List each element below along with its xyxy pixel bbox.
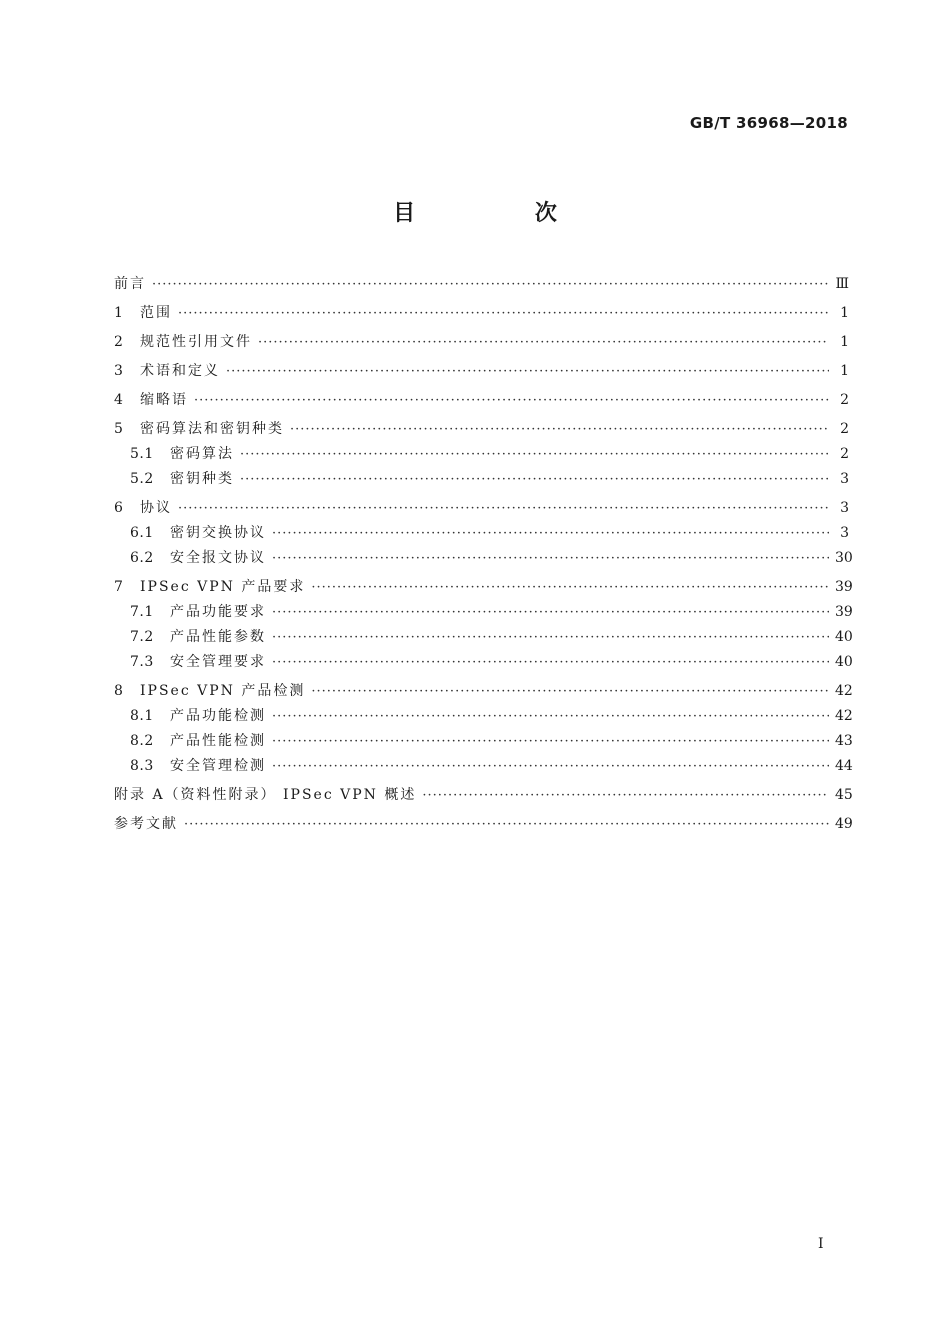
toc-dot-leader <box>152 272 829 297</box>
toc-entry-label: 缩略语 <box>140 392 188 408</box>
toc-entry-number: 6.2 <box>130 550 154 566</box>
toc-entry-page: 39 <box>835 604 853 620</box>
toc-entry-number: 2 <box>114 334 124 350</box>
toc-entry-label: 术语和定义 <box>140 363 220 379</box>
table-of-contents <box>114 272 853 837</box>
toc-entry-label: 安全管理检测 <box>170 758 266 774</box>
toc-entry[interactable] <box>114 330 849 355</box>
toc-entry-number: 3 <box>114 363 124 379</box>
toc-dot-leader <box>178 301 829 326</box>
toc-dot-leader <box>272 521 829 546</box>
toc-entry-page: 49 <box>835 816 853 832</box>
toc-entry-number: 1 <box>114 305 124 321</box>
toc-entry-page: 44 <box>835 758 853 774</box>
toc-entry[interactable] <box>114 575 853 600</box>
toc-entry-number: 8.1 <box>130 708 154 724</box>
toc-entry[interactable] <box>114 272 849 297</box>
toc-dot-leader <box>272 704 829 729</box>
toc-entry-page: 1 <box>840 334 849 350</box>
page-number: I <box>818 1236 824 1252</box>
toc-dot-leader <box>272 729 829 754</box>
toc-entry-number: 7 <box>114 579 124 595</box>
toc-entry-label: 产品功能要求 <box>170 604 266 620</box>
toc-entry[interactable] <box>114 359 849 384</box>
toc-entry-label: 协议 <box>140 500 172 516</box>
toc-dot-leader <box>272 546 829 571</box>
toc-dot-leader <box>258 330 829 355</box>
toc-entry-label: 密码算法 <box>170 446 234 462</box>
toc-entry-label: 参考文献 <box>114 816 178 832</box>
toc-entry-page: 2 <box>840 421 849 437</box>
toc-dot-leader <box>272 754 829 779</box>
toc-entry-label: IPSec VPN 产品要求 <box>140 579 306 595</box>
toc-entry-number: 6.1 <box>130 525 154 541</box>
toc-dot-leader <box>311 575 829 600</box>
toc-entry-page: 42 <box>835 683 853 699</box>
toc-entry-label: 密钥交换协议 <box>170 525 266 541</box>
toc-entry-page: 2 <box>840 446 849 462</box>
toc-entry[interactable] <box>114 625 853 650</box>
toc-entry-label: 产品性能参数 <box>170 629 266 645</box>
toc-entry-number: 7.1 <box>130 604 154 620</box>
toc-dot-leader <box>290 417 829 442</box>
toc-entry-label: 附录 A（资料性附录） IPSec VPN 概述 <box>114 787 417 803</box>
toc-entry-number: 5.1 <box>130 446 154 462</box>
toc-entry[interactable] <box>114 467 849 492</box>
toc-entry-number: 6 <box>114 500 124 516</box>
toc-entry-number: 5.2 <box>130 471 154 487</box>
toc-entry-label: 规范性引用文件 <box>140 334 252 350</box>
toc-dot-leader <box>272 600 829 625</box>
toc-entry[interactable] <box>114 521 849 546</box>
toc-entry[interactable] <box>114 546 853 571</box>
toc-dot-leader <box>272 650 829 675</box>
toc-entry-page: 43 <box>835 733 853 749</box>
toc-entry-page: 42 <box>835 708 853 724</box>
toc-dot-leader <box>184 812 829 837</box>
toc-entry-label: 安全管理要求 <box>170 654 266 670</box>
toc-entry[interactable] <box>114 417 849 442</box>
toc-entry-page: 2 <box>840 392 849 408</box>
toc-entry[interactable] <box>114 600 853 625</box>
toc-entry-label: 密钥种类 <box>170 471 234 487</box>
toc-dot-leader <box>194 388 829 413</box>
toc-entry[interactable] <box>114 301 849 326</box>
toc-entry-number: 4 <box>114 392 124 408</box>
toc-entry[interactable] <box>114 783 853 808</box>
toc-entry[interactable] <box>114 388 849 413</box>
toc-entry-page: 40 <box>835 629 853 645</box>
toc-entry[interactable] <box>114 650 853 675</box>
toc-dot-leader <box>226 359 829 384</box>
toc-dot-leader <box>272 625 829 650</box>
toc-entry[interactable] <box>114 729 853 754</box>
toc-entry-label: 产品性能检测 <box>170 733 266 749</box>
toc-entry-page: 30 <box>835 550 853 566</box>
toc-entry[interactable] <box>114 754 853 779</box>
toc-entry-page: 3 <box>840 525 849 541</box>
toc-entry-page: 3 <box>840 500 849 516</box>
toc-entry-label: 产品功能检测 <box>170 708 266 724</box>
toc-dot-leader <box>240 467 829 492</box>
toc-entry-page: 1 <box>840 363 849 379</box>
toc-entry-page: Ⅲ <box>835 276 849 292</box>
toc-entry[interactable] <box>114 812 853 837</box>
toc-entry-label: IPSec VPN 产品检测 <box>140 683 306 699</box>
toc-entry-label: 密码算法和密钥种类 <box>140 421 284 437</box>
toc-entry-number: 7.2 <box>130 629 154 645</box>
toc-entry-page: 3 <box>840 471 849 487</box>
toc-entry-number: 7.3 <box>130 654 154 670</box>
toc-entry-label: 安全报文协议 <box>170 550 266 566</box>
toc-entry-page: 39 <box>835 579 853 595</box>
toc-dot-leader <box>240 442 829 467</box>
toc-entry[interactable] <box>114 679 853 704</box>
page-title: 目 次 <box>393 201 613 226</box>
toc-entry-number: 8.3 <box>130 758 154 774</box>
toc-entry-page: 1 <box>840 305 849 321</box>
toc-entry-page: 40 <box>835 654 853 670</box>
standard-code: GB/T 36968—2018 <box>689 114 848 132</box>
toc-entry-page: 45 <box>835 787 853 803</box>
toc-entry-label: 前言 <box>114 276 146 292</box>
toc-dot-leader <box>311 679 829 704</box>
toc-entry[interactable] <box>114 704 853 729</box>
toc-entry-number: 5 <box>114 421 124 437</box>
toc-entry-number: 8.2 <box>130 733 154 749</box>
toc-entry[interactable] <box>114 442 849 467</box>
toc-entry-label: 范围 <box>140 305 172 321</box>
toc-dot-leader <box>422 783 829 808</box>
toc-entry[interactable] <box>114 496 849 521</box>
toc-dot-leader <box>178 496 829 521</box>
toc-entry-number: 8 <box>114 683 124 699</box>
